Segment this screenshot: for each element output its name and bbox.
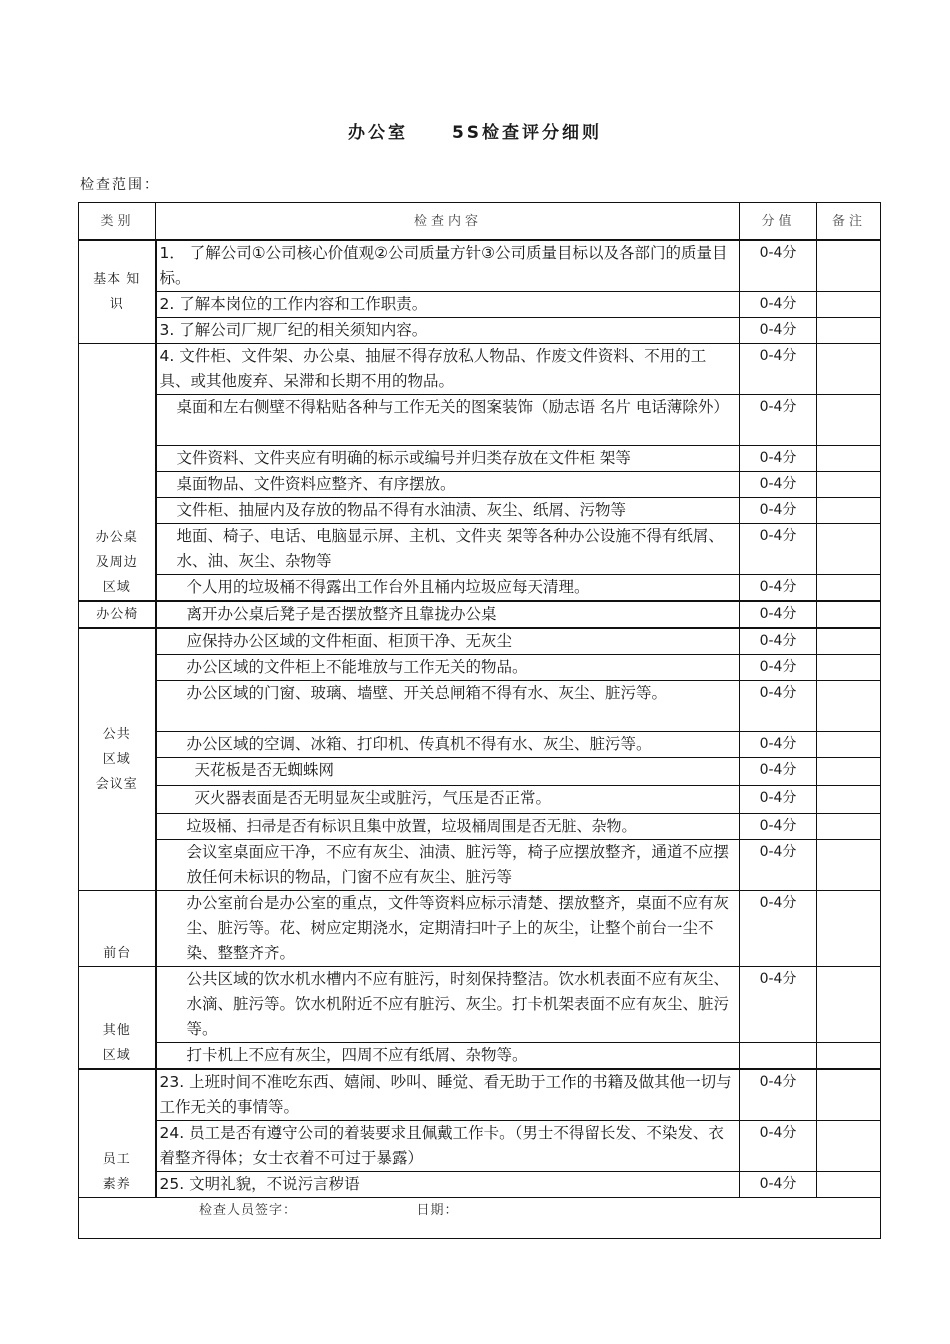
- row-score: 0-4分: [740, 758, 817, 786]
- row-score: 0-4分: [740, 967, 817, 1043]
- row-score: 0-4分: [740, 840, 817, 891]
- category-office-chair: 办公椅: [79, 601, 156, 628]
- header-content: 检查内容: [156, 203, 740, 241]
- row-text: 垃圾桶、扫帚是否有标识且集中放置，垃圾桶周围是否无脏、杂物。: [156, 814, 740, 840]
- row-score: 0-4分: [740, 1069, 817, 1121]
- table-header-row: [79, 203, 881, 241]
- row-score: 0-4分: [740, 655, 817, 681]
- row-remark: [817, 655, 881, 681]
- table-row: [79, 814, 881, 840]
- row-score: 0-4分: [740, 628, 817, 655]
- row-remark: [817, 1069, 881, 1121]
- row-remark: [817, 575, 881, 602]
- table-footer-row: [79, 1198, 881, 1239]
- row-text: 办公室前台是办公室的重点，文件等资料应标示清楚、摆放整齐，桌面不应有灰尘、脏污等。花、树应定期浇水，定期清扫叶子上的灰尘，让整个前台一尘不染、整整齐齐。: [156, 891, 740, 967]
- row-text: 天花板是否无蜘蛛网: [156, 758, 740, 786]
- table-row: [79, 758, 881, 786]
- row-text: 1． 了解公司①公司核心价值观②公司质量方针③公司质量目标以及各部门的质量目标。: [156, 240, 740, 292]
- row-text: 24. 员工是否有遵守公司的着装要求且佩戴工作卡。（男士不得留长发、不染发、衣着整齐得体；女士衣着不可过于暴露）: [156, 1121, 740, 1172]
- row-remark: [817, 814, 881, 840]
- row-remark: [817, 1172, 881, 1198]
- row-text: 办公区域的文件柜上不能堆放与工作无关的物品。: [156, 655, 740, 681]
- row-text: 地面、椅子、电话、电脑显示屏、主机、文件夹 架等各种办公设施不得有纸屑、水、油、灰尘、杂物等: [156, 524, 740, 575]
- table-row: [79, 446, 881, 472]
- row-text: 办公区域的门窗、玻璃、墙壁、开关总闸箱不得有水、灰尘、脏污等。: [156, 681, 740, 732]
- table-row: [79, 472, 881, 498]
- table-row: [79, 628, 881, 655]
- table-row: [79, 655, 881, 681]
- category-public-area: 公共 区域 会议室: [79, 628, 156, 891]
- table-row: [79, 318, 881, 344]
- header-score: 分值: [740, 203, 817, 241]
- row-score: [740, 1043, 817, 1070]
- table-row: [79, 498, 881, 524]
- inspection-table: [78, 202, 881, 1239]
- row-score: 0-4分: [740, 814, 817, 840]
- row-score: 0-4分: [740, 344, 817, 395]
- table-row: [79, 1172, 881, 1198]
- row-remark: [817, 601, 881, 628]
- row-text: 桌面和左右侧壁不得粘贴各种与工作无关的图案装饰（励志语 名片 电话薄除外）: [156, 395, 740, 446]
- row-score: 0-4分: [740, 786, 817, 814]
- row-remark: [817, 498, 881, 524]
- row-score: 0-4分: [740, 472, 817, 498]
- row-remark: [817, 681, 881, 732]
- row-score: 0-4分: [740, 891, 817, 967]
- row-text: 灭火器表面是否无明显灰尘或脏污，气压是否正常。: [156, 786, 740, 814]
- category-desk-area: 办公桌 及周边 区域: [79, 344, 156, 602]
- row-text: 公共区域的饮水机水槽内不应有脏污，时刻保持整洁。饮水机表面不应有灰尘、水滴、脏污等。饮水机附近不应有脏污、灰尘。打卡机架表面不应有灰尘、脏污等。: [156, 967, 740, 1043]
- row-text: 4. 文件柜、文件架、办公桌、抽屉不得存放私人物品、作废文件资料、不用的工具、或其他废弃、呆滞和长期不用的物品。: [156, 344, 740, 395]
- table-row: [79, 732, 881, 758]
- row-text: 3. 了解公司厂规厂纪的相关须知内容。: [156, 318, 740, 344]
- signature-line: 检查人员签字： 日期：: [79, 1198, 881, 1239]
- table-row: [79, 1043, 881, 1070]
- row-remark: [817, 240, 881, 292]
- table-row: [79, 575, 881, 602]
- table-row: [79, 601, 881, 628]
- row-remark: [817, 786, 881, 814]
- row-text: 个人用的垃圾桶不得露出工作台外且桶内垃圾应每天清理。: [156, 575, 740, 602]
- category-basic-knowledge: 基本 知识: [79, 240, 156, 344]
- row-remark: [817, 344, 881, 395]
- row-text: 离开办公桌后凳子是否摆放整齐且靠拢办公桌: [156, 601, 740, 628]
- table-row: [79, 240, 881, 292]
- row-remark: [817, 967, 881, 1043]
- row-text: 文件柜、抽屉内及存放的物品不得有水油渍、灰尘、纸屑、污物等: [156, 498, 740, 524]
- row-score: 0-4分: [740, 1172, 817, 1198]
- table-row: [79, 292, 881, 318]
- header-category: 类别: [79, 203, 156, 241]
- row-score: 0-4分: [740, 732, 817, 758]
- row-remark: [817, 1043, 881, 1070]
- table-row: [79, 681, 881, 732]
- row-score: 0-4分: [740, 292, 817, 318]
- row-remark: [817, 472, 881, 498]
- row-remark: [817, 395, 881, 446]
- row-text: 打卡机上不应有灰尘，四周不应有纸屑、杂物等。: [156, 1043, 740, 1070]
- row-score: 0-4分: [740, 524, 817, 575]
- row-remark: [817, 758, 881, 786]
- row-remark: [817, 628, 881, 655]
- table-row: [79, 1069, 881, 1121]
- row-remark: [817, 318, 881, 344]
- row-text: 文件资料、文件夹应有明确的标示或编号并归类存放在文件柜 架等: [156, 446, 740, 472]
- row-score: 0-4分: [740, 498, 817, 524]
- row-text: 办公区域的空调、冰箱、打印机、传真机不得有水、灰尘、脏污等。: [156, 732, 740, 758]
- row-score: 0-4分: [740, 575, 817, 602]
- row-score: 0-4分: [740, 240, 817, 292]
- title-main: 5S检查评分细则: [451, 123, 603, 143]
- row-text: 2. 了解本岗位的工作内容和工作职责。: [156, 292, 740, 318]
- row-remark: [817, 732, 881, 758]
- row-text: 桌面物品、文件资料应整齐、有序摆放。: [156, 472, 740, 498]
- title-prefix: 办公室: [347, 123, 408, 143]
- row-text: 25. 文明礼貌，不说污言秽语: [156, 1172, 740, 1198]
- row-score: 0-4分: [740, 601, 817, 628]
- table-row: [79, 395, 881, 446]
- row-remark: [817, 891, 881, 967]
- row-score: 0-4分: [740, 395, 817, 446]
- table-row: [79, 840, 881, 891]
- table-row: [79, 524, 881, 575]
- table-row: [79, 967, 881, 1043]
- row-text: 应保持办公区域的文件柜面、柜顶干净、无灰尘: [156, 628, 740, 655]
- row-remark: [817, 292, 881, 318]
- row-text: 会议室桌面应干净，不应有灰尘、油渍、脏污等，椅子应摆放整齐，通道不应摆放任何未标识的物品，门窗不应有灰尘、脏污等: [156, 840, 740, 891]
- row-score: 0-4分: [740, 318, 817, 344]
- header-remark: 备注: [817, 203, 881, 241]
- row-score: 0-4分: [740, 446, 817, 472]
- row-score: 0-4分: [740, 681, 817, 732]
- table-row: [79, 1121, 881, 1172]
- row-remark: [817, 524, 881, 575]
- row-remark: [817, 1121, 881, 1172]
- table-row: [79, 786, 881, 814]
- category-front-desk: 前台: [79, 891, 156, 967]
- row-score: 0-4分: [740, 1121, 817, 1172]
- category-other-area: 其他 区域: [79, 967, 156, 1070]
- row-text: 23. 上班时间不准吃东西、嬉闹、吵叫、睡觉、看无助于工作的书籍及做其他一切与工作无关的事情等。: [156, 1069, 740, 1121]
- table-row: [79, 344, 881, 395]
- inspection-scope-label: 检查范围：: [80, 177, 160, 193]
- category-staff-conduct: 员工 素养: [79, 1069, 156, 1198]
- row-remark: [817, 840, 881, 891]
- table-row: [79, 891, 881, 967]
- document-title: [0, 118, 950, 143]
- row-remark: [817, 446, 881, 472]
